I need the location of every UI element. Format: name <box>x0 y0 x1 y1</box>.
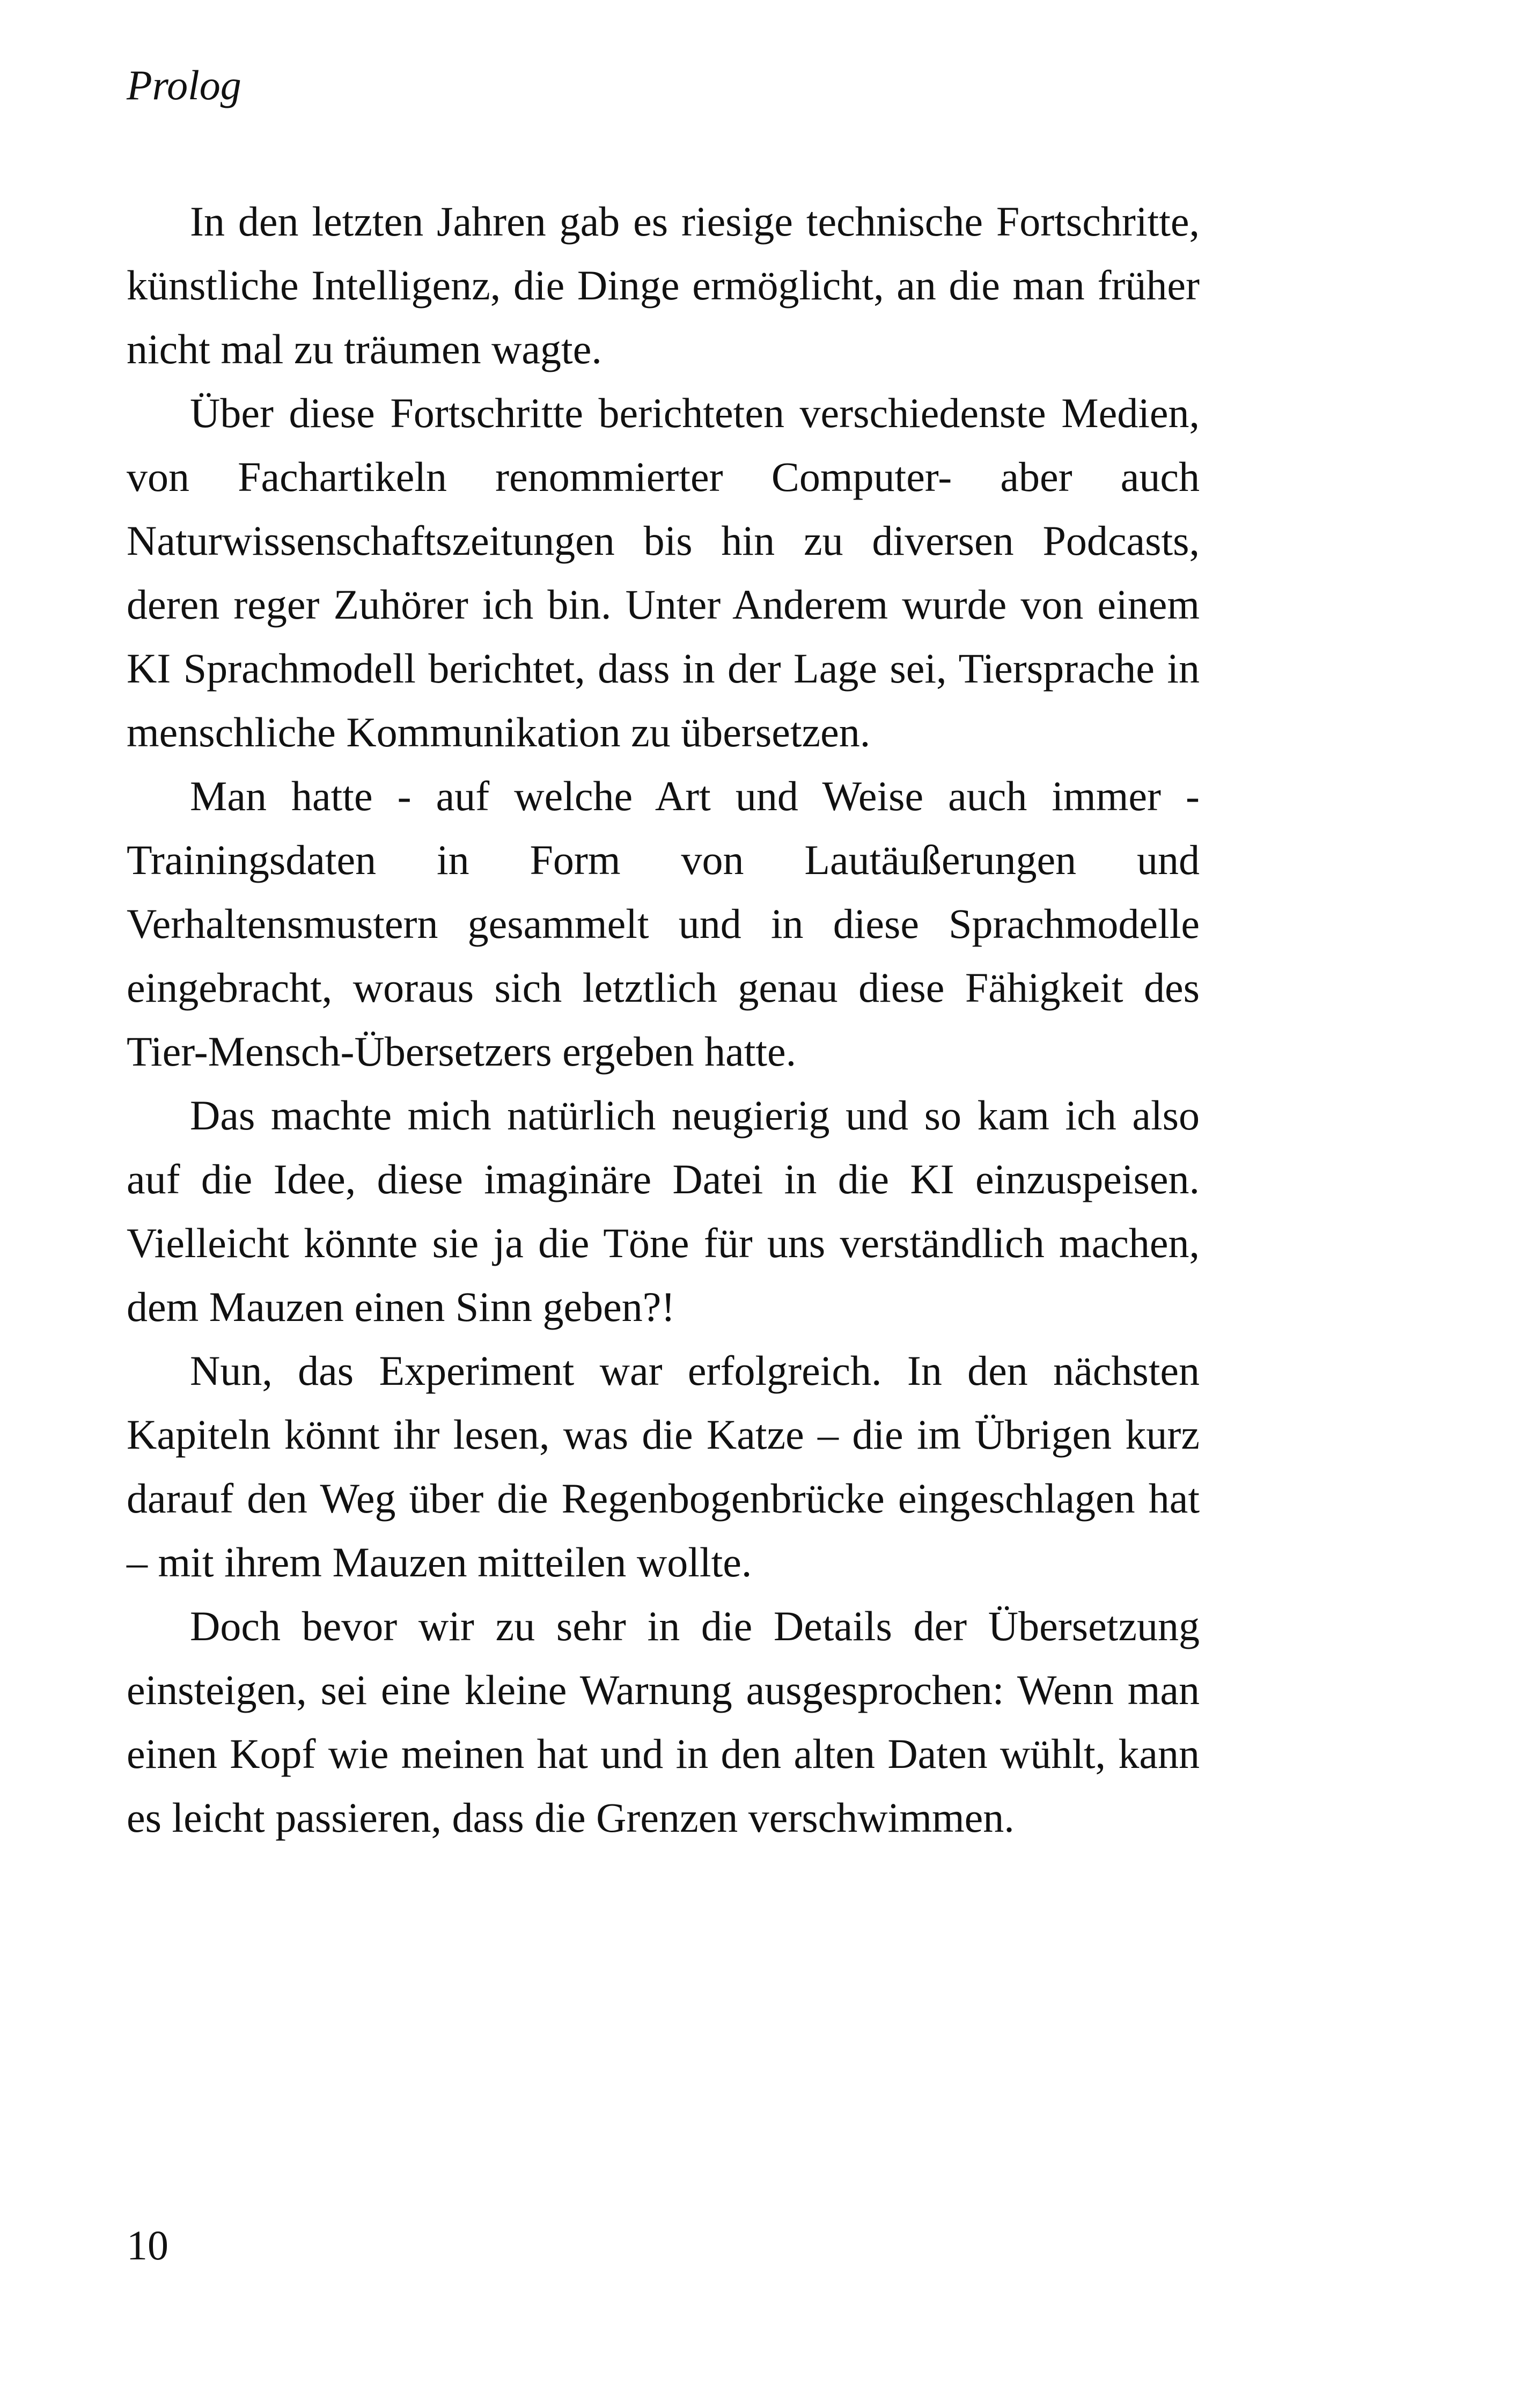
paragraph-2: Über diese Fortschritte berichteten verschiedenste Medien, von Fachartikeln renommierter Computer- aber auch Naturwissenschaftszeitungen bis hin zu diversen Podcasts, deren reger Zuhörer ich bin. Unter Anderem wurde von einem KI Sprachmodell berichtet, dass in der Lage sei, Tiersprache in menschliche Kommunikation zu übersetzen. <box>127 390 1200 755</box>
paragraph-1: In den letzten Jahren gab es riesige technische Fortschritte, künstliche Intelligenz, die Dinge ermöglicht, an die man früher nicht mal zu träumen wagte. <box>127 198 1200 372</box>
paragraph-3: Man hatte - auf welche Art und Weise auch immer - Trainingsdaten in Form von Lautäußerungen und Verhaltensmustern gesammelt und in diese Sprachmodelle eingebracht, woraus sich letztlich genau diese Fähigkeit des Tier-Mensch-Übersetzers ergeben hatte. <box>127 773 1200 1075</box>
paragraph-4: Das machte mich natürlich neugierig und so kam ich also auf die Idee, diese imaginäre Datei in die KI einzuspeisen. Vielleicht könnte sie ja die Töne für uns verständlich machen, dem Mauzen einen Sinn geben?! <box>127 1092 1200 1330</box>
running-head: Prolog <box>127 62 241 108</box>
paragraph-6: Doch bevor wir zu sehr in die Details der Übersetzung einsteigen, sei eine kleine Warnung ausgesprochen: Wenn man einen Kopf wie meinen hat und in den alten Daten wühlt, kann es leicht passieren, dass die Grenzen verschwimmen. <box>127 1603 1200 1841</box>
body-text <box>127 189 1200 1849</box>
page-number: 10 <box>127 2222 168 2268</box>
paragraph-5: Nun, das Experiment war erfolgreich. In den nächsten Kapiteln könnt ihr lesen, was die Katze – die im Übrigen kurz darauf den Weg über die Regenbogenbrücke eingeschlagen hat – mit ihrem Mauzen mitteilen wollte. <box>127 1347 1200 1585</box>
